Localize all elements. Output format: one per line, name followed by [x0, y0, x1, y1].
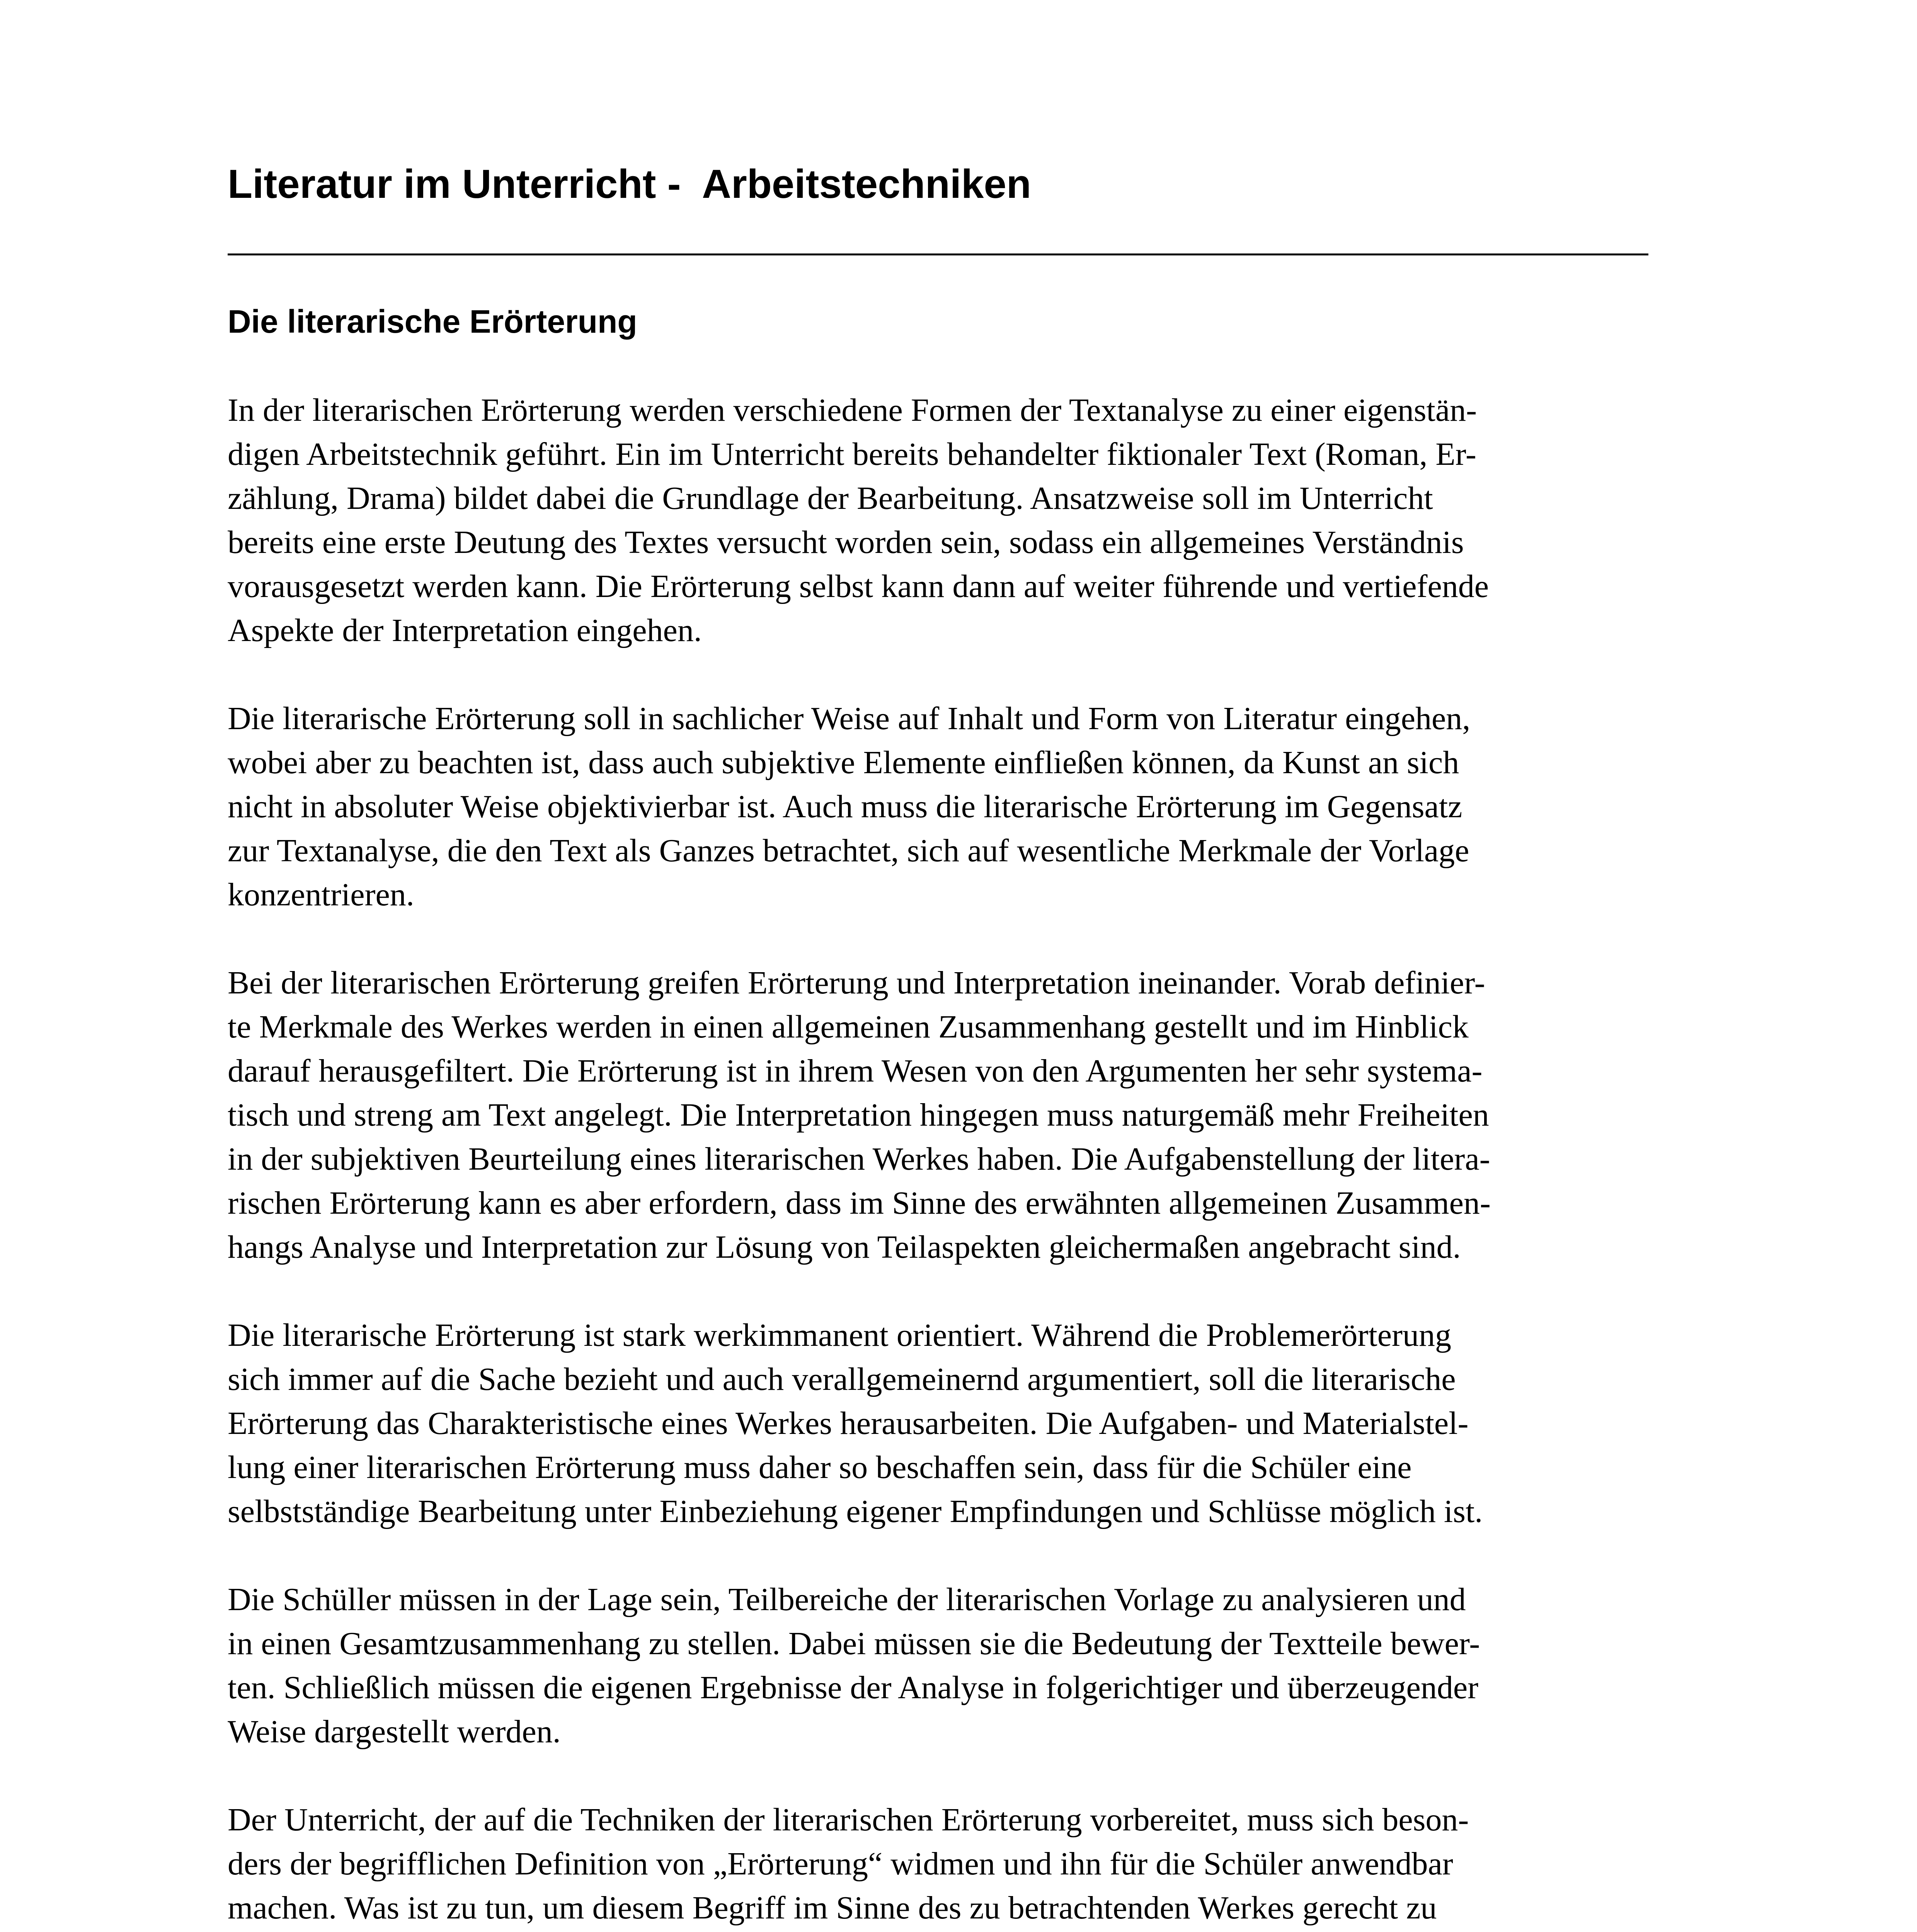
text-line: ders der begrifflichen Definition von „Erörterung“ widmen und ihn für die Schüler anwendbar	[228, 1846, 1453, 1882]
text-line: rischen Erörterung kann es aber erfordern, dass im Sinne des erwähnten allgemeinen Zusammen-	[228, 1185, 1491, 1221]
text-line: hangs Analyse und Interpretation zur Lösung von Teilaspekten gleichermaßen angebracht sind.	[228, 1229, 1461, 1265]
text-line: konzentrieren.	[228, 877, 414, 913]
text-line: wobei aber zu beachten ist, dass auch subjektive Elemente einfließen können, da Kunst an sich	[228, 745, 1459, 781]
text-line: Der Unterricht, der auf die Techniken der literarischen Erörterung vorbereitet, muss sich beson-	[228, 1802, 1469, 1838]
text-line: Aspekte der Interpretation eingehen.	[228, 612, 702, 648]
text-line: ten. Schließlich müssen die eigenen Ergebnisse der Analyse in folgerichtiger und überzeugender	[228, 1670, 1479, 1706]
text-line: Die literarische Erörterung ist stark werkimmanent orientiert. Während die Problemerörterung	[228, 1317, 1451, 1353]
text-line: Erörterung das Charakteristische eines Werkes herausarbeiten. Die Aufgaben- und Materialstel-	[228, 1405, 1469, 1441]
text-line: nicht in absoluter Weise objektivierbar ist. Auch muss die literarische Erörterung im Gegensatz	[228, 789, 1462, 825]
text-line: machen. Was ist zu tun, um diesem Begriff im Sinne des zu betrachtenden Werkes gerecht zu	[228, 1890, 1437, 1926]
body-paragraph	[228, 1798, 1735, 1932]
body-paragraph	[228, 388, 1735, 653]
body-paragraph	[228, 961, 1735, 1269]
text-line: lung einer literarischen Erörterung muss daher so beschaffen sein, dass für die Schüler eine	[228, 1449, 1412, 1485]
text-line	[228, 1930, 1735, 1932]
text-line: zählung, Drama) bildet dabei die Grundlage der Bearbeitung. Ansatzweise soll im Unterricht	[228, 480, 1433, 516]
text-line: bereits eine erste Deutung des Textes versucht worden sein, sodass ein allgemeines Verständnis	[228, 524, 1464, 560]
text-line: Die literarische Erörterung soll in sachlicher Weise auf Inhalt und Form von Literatur eingehen,	[228, 701, 1471, 736]
text-line: sich immer auf die Sache bezieht und auch verallgemeinernd argumentiert, soll die literarische	[228, 1361, 1456, 1397]
text-line: in einen Gesamtzusammenhang zu stellen. Dabei müssen sie die Bedeutung der Textteile bewer-	[228, 1626, 1480, 1662]
text-line: zur Textanalyse, die den Text als Ganzes betrachtet, sich auf wesentliche Merkmale der Vorlage	[228, 833, 1469, 869]
text-line: in der subjektiven Beurteilung eines literarischen Werkes haben. Die Aufgabenstellung der litera-	[228, 1141, 1490, 1177]
text-line: Die Schüller müssen in der Lage sein, Teilbereiche der literarischen Vorlage zu analysieren und	[228, 1582, 1466, 1617]
text-line: vorausgesetzt werden kann. Die Erörterung selbst kann dann auf weiter führende und vertiefende	[228, 568, 1489, 604]
body-paragraph	[228, 697, 1735, 917]
body-text	[228, 388, 1735, 1932]
text-line: tisch und streng am Text angelegt. Die Interpretation hingegen muss naturgemäß mehr Freiheiten	[228, 1097, 1489, 1133]
text-line: digen Arbeitstechnik geführt. Ein im Unterricht bereits behandelter fiktionaler Text (Roman, Er-	[228, 436, 1476, 472]
section-title: Die literarische Erörterung	[228, 303, 637, 340]
body-paragraph	[228, 1578, 1735, 1754]
text-line: selbstständige Bearbeitung unter Einbeziehung eigener Empfindungen und Schlüsse möglich ist.	[228, 1493, 1483, 1529]
text-line: darauf herausgefiltert. Die Erörterung ist in ihrem Wesen von den Argumenten her sehr systema-	[228, 1053, 1483, 1089]
page-header-title: Literatur im Unterricht - Arbeitstechniken	[228, 162, 1031, 207]
body-paragraph	[228, 1313, 1735, 1534]
text-line: Weise dargestellt werden.	[228, 1714, 561, 1750]
text-line: In der literarischen Erörterung werden verschiedene Formen der Textanalyse zu einer eigenstän-	[228, 392, 1477, 428]
header-divider	[228, 253, 1648, 255]
text-line: Bei der literarischen Erörterung greifen Erörterung und Interpretation ineinander. Vorab definier-	[228, 965, 1485, 1001]
text-line: te Merkmale des Werkes werden in einen allgemeinen Zusammenhang gestellt und im Hinblick	[228, 1009, 1469, 1045]
